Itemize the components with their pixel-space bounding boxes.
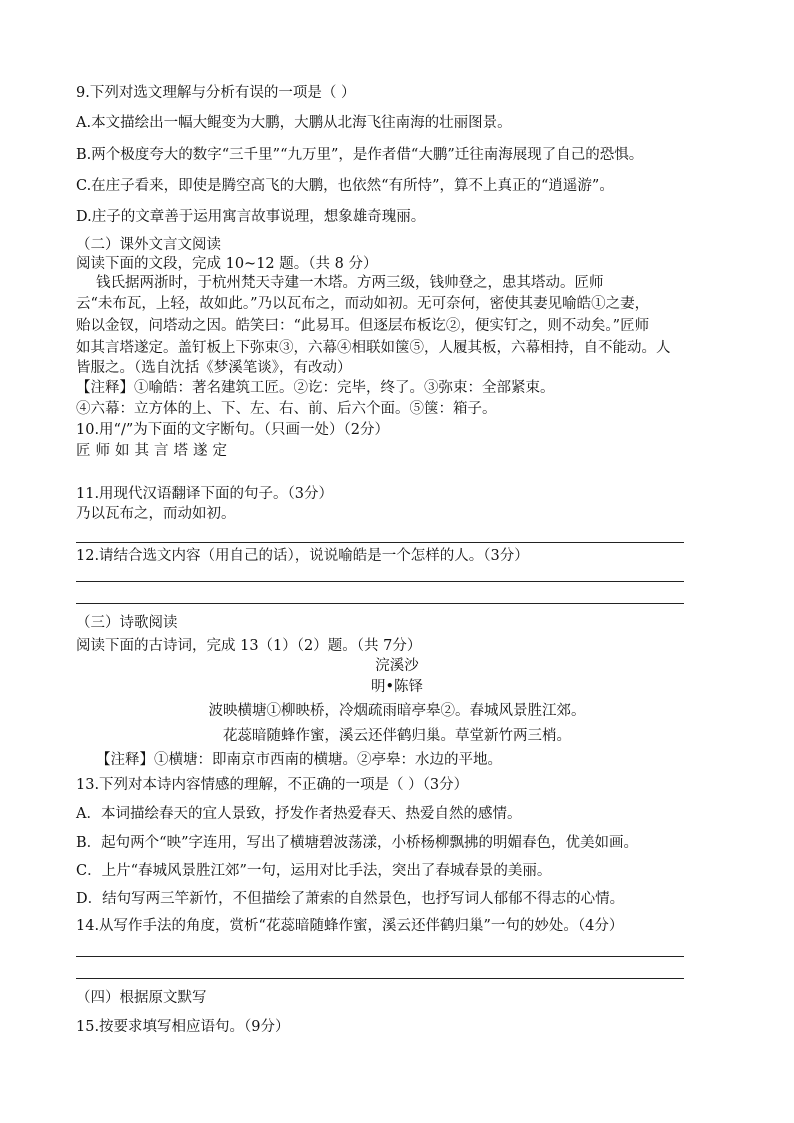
poem-line-2: 花蕊暗随蜂作蜜，溪云还伴鹤归巢。草堂新竹两三梢。 [223,728,571,744]
question-9-option-b: B.两个极度夸大的数字“三千里”“九万里”，是作者借“大鹏”迁往南海展现了自己的恐惧。 [76,147,644,163]
section-4-heading: （四）根据原文默写 [76,990,207,1006]
answer-line[interactable] [76,581,684,582]
poem-line-1: 波映横塘①柳映桥，冷烟疏雨暗亭皋②。春城风景胜江郊。 [208,703,586,719]
question-14-stem: 14.从写作手法的角度，赏析“花蕊暗随蜂作蜜，溪云还伴鹤归巢”一句的妙处。（4分） [76,918,624,934]
question-9-option-d: D.庄子的文章善于运用寓言故事说理，想象雄奇瑰丽。 [76,209,426,225]
question-9-option-a: A.本文描绘出一幅大鲲变为大鹏，大鹏从北海飞往南海的壮丽图景。 [76,115,512,131]
question-11-text: 乃以瓦布之，而动如初。 [76,506,236,522]
section-2-heading: （二）课外文言文阅读 [76,237,221,253]
question-13-option-b: B．起句两个“映”字连用，写出了横塘碧波荡漾，小桥杨柳飘拂的明媚春色，优美如画。 [76,835,638,851]
poem-author: 明•陈铎 [370,679,424,695]
question-11-stem: 11.用现代汉语翻译下面的句子。（3分） [76,486,334,502]
question-9-stem: 9.下列对选文理解与分析有误的一项是（ ） [76,85,356,101]
poem-annotation: 【注释】①横塘：即南京市西南的横塘。②亭皋：水边的平地。 [96,752,502,768]
question-13-option-d: D．结句写两三竿新竹，不但描绘了萧索的自然景色，也抒写词人郁郁不得志的心情。 [76,891,625,907]
answer-line[interactable] [76,978,684,979]
passage-line-4: 如其言塔遂定。盖钉板上下弥束③，六幕④相联如箧⑤，人履其板，六幕相持，自不能动。人 [76,340,671,356]
poem-title: 浣溪沙 [375,658,419,674]
question-9-option-c: C.在庄子看来，即使是腾空高飞的大鹏，也依然“有所恃”，算不上真正的“逍遥游”。 [76,178,614,194]
question-12-stem: 12.请结合选文内容（用自己的话），说说喻皓是一个怎样的人。（3分） [76,548,529,564]
answer-line[interactable] [76,542,684,543]
section-3-instruction: 阅读下面的古诗词，完成 13（1）（2）题。（共 7分） [76,638,422,654]
annotation-line-1: 【注释】①喻皓：著名建筑工匠。②讫：完毕，终了。③弥束：全部紧束。 [76,380,555,396]
question-13-option-a: A．本词描绘春天的宜人景致，抒发作者热爱春天、热爱自然的感情。 [76,806,522,822]
section-2-instruction: 阅读下面的文段，完成 10~12 题。（共 8 分） [76,256,378,272]
question-10-text: 匠师如其言塔遂定 [76,443,232,459]
question-15-stem: 15.按要求填写相应语句。（9分） [76,1019,290,1035]
question-13-option-c: C．上片“春城风景胜江郊”一句，运用对比手法，突出了春城春景的美丽。 [76,863,552,879]
answer-line[interactable] [76,603,684,604]
annotation-line-2: ④六幕：立方体的上、下、左、右、前、后六个面。⑤箧：箱子。 [76,401,497,417]
question-10-stem: 10.用“/”为下面的文字断句。（只画一处）（2分） [76,422,389,438]
passage-line-5: 皆服之。（选自沈括《梦溪笔谈》，有改动） [76,360,352,376]
passage-line-3: 贻以金钗，问塔动之因。皓笑曰：“此易耳。但逐层布板讫②，便实钉之，则不动矣。”匠师 [76,318,650,334]
question-13-stem: 13.下列对本诗内容情感的理解，不正确的一项是（ ）（3分） [76,777,469,793]
passage-line-1: 钱氏据两浙时，于杭州梵天寺建一木塔。方两三级，钱帅登之，患其塔动。匠师 [96,275,604,291]
answer-line[interactable] [76,956,684,957]
passage-line-2: 云“未布瓦，上轻，故如此。”乃以瓦布之，而动如初。无可奈何，密使其妻见喻皓①之妻， [76,296,650,312]
section-3-heading: （三）诗歌阅读 [76,615,178,631]
